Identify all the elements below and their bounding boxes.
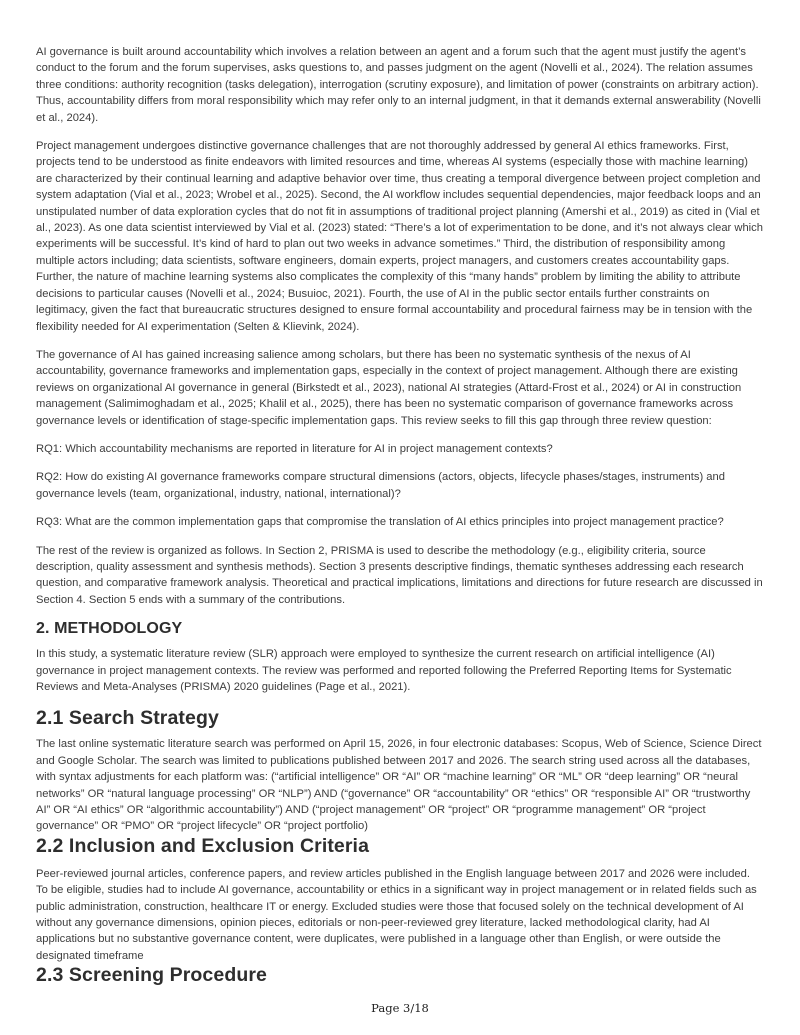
research-question-2: RQ2: How do existing AI governance frameworks compare structural dimensions (actors, objects, lifecycle phases/stages, instruments) and governance levels (team, organizational, industry, national, international)? (36, 471, 725, 500)
subsection-heading-criteria: 2.2 Inclusion and Exclusion Criteria (36, 834, 370, 857)
paragraph-accountability: AI governance is built around accountability which involves a relation between an agent and a forum such that the agent must justify the agent’s conduct to the forum and the forum supervises, asks questions to, and passes judgment on the agent (Novelli et al., 2024). The relation assumes three conditions: authority recognition (tasks delegation), interrogation (scrutiny exposure), and limitation of power (constraints on arbitrary action). Thus, accountability differs from moral responsibility which may refer only to an internal judgment, in that it demands external answerability (Novelli et al., 2024). (36, 46, 761, 124)
research-question-1: RQ1: Which accountability mechanisms are reported in literature for AI in project management contexts? (36, 442, 553, 455)
research-question-3: RQ3: What are the common implementation gaps that compromise the translation of AI ethics principles into project management practice? (36, 516, 724, 529)
paragraph-criteria: Peer-reviewed journal articles, conference papers, and review articles published in the English language between 2017 and 2026 were included. To be eligible, studies had to include AI governance, accountability or ethics in a significant way in project management or in related fields such as public administration, construction, healthcare IT or energy. Excluded studies were those that focused solely on the technical development of AI without any governance dimensions, opinion pieces, editorials or non-peer-reviewed grey literature, lacked methodological clarity, had AI applications but no substantive governance content, were duplicates, were published in a language other than English, or were outside the designated timeframe (36, 867, 757, 962)
paragraph-organization: The rest of the review is organized as follows. In Section 2, PRISMA is used to describe the methodology (e.g., eligibility criteria, source description, quality assessment and synthesis methods). Section 3 presents descriptive findings, thematic syntheses addressing each research question, and comparative framework analysis. Theoretical and practical implications, limitations and directions for future research are discussed in Section 4. Section 5 ends with a summary of the contributions. (36, 544, 763, 606)
paragraph-research-gap: The governance of AI has gained increasing salience among scholars, but there has been no systematic synthesis of the nexus of AI accountability, governance frameworks and implementation gaps, especially in the context of project management. Although there are existing reviews on organizational AI governance in general (Birkstedt et al., 2023), national AI strategies (Attard-Frost et al., 2024) or AI in construction management (Salimimoghadam et al., 2025; Khalil et al., 2025), there has been no systematic comparison of governance frameworks across governance levels or identification of stage-specific implementation gaps. This review seeks to fill this gap through three review question: (36, 348, 742, 427)
paragraph-pm-challenges: Project management undergoes distinctive governance challenges that are not thoroughly addressed by general AI ethics frameworks. First, projects tend to be understood as finite endeavors with limited resources and time, whereas AI systems (especially those with machine learning) are characterized by their continual learning and adaptive behavior over time, thus creating a temporal divergence between project completion and system adaptation (Vial et al., 2023; Wrobel et al., 2025). Second, the AI workflow includes sequential dependencies, major feedback loops and an unstipulated number of data exploration cycles that do not fit in assumptions of traditional project planning (Amershi et al., 2019) as cited in (Vial et al., 2023). As one data scientist interviewed by Vial et al. (2023) stated: “There’s a lot of experimentation to be done, and it’s not always clear which experiments will be successful. It’s kind of hard to plan out two weeks in advance sometimes.” Third, the distribution of responsibility among multiple actors including; data scientists, software engineers, domain experts, project managers, and customers creates accountability gaps. Further, the nature of machine learning systems also complicates the complexity of this “many hands” problem by limiting the ability to attribute decisions to particular causes (Novelli et al., 2024; Busuioc, 2021). Fourth, the use of AI in the public sector entails further constraints on legitimacy, given the fact that bureaucratic structures designed to ensure formal accountability and procedural fairness may be in tension with the flexibility needed for AI experimentation (Selten & Klievink, 2024). (36, 140, 763, 333)
paragraph-methodology: In this study, a systematic literature review (SLR) approach were employed to synthesize the current research on artificial intelligence (AI) governance in project management contexts. The review was performed and reported following the Preferred Reporting Items for Systematic Reviews and Meta-Analyses (PRISMA) 2020 guidelines (Page et al., 2021). (36, 648, 732, 693)
subsection-heading-screening: 2.3 Screening Procedure (36, 964, 267, 987)
document-page (36, 44, 764, 995)
page-number: Page 3/18 (371, 1001, 429, 1015)
paragraph-search-strategy: The last online systematic literature search was performed on April 15, 2026, in four electronic databases: Scopus, Web of Science, Science Direct and Google Scholar. The search was limited to publications published between 2017 and 2026. The search string used across all the databases, with syntax adjustments for each platform was: (“artificial intelligence” OR “AI” OR “machine learning” OR “ML” OR “deep learning” OR “neural networks” OR “natural language processing” OR “NLP”) AND (“governance” OR “accountability” OR “ethics” OR “responsible AI” OR “trustworthy AI” OR “AI ethics” OR “algorithmic accountability”) AND (“project management” OR “project” OR “programme management” OR “project governance” OR “PMO” OR “project lifecycle” OR “project portfolio) (36, 738, 762, 833)
subsection-heading-search-strategy: 2.1 Search Strategy (36, 707, 219, 730)
section-heading-methodology: 2. METHODOLOGY (36, 620, 183, 638)
